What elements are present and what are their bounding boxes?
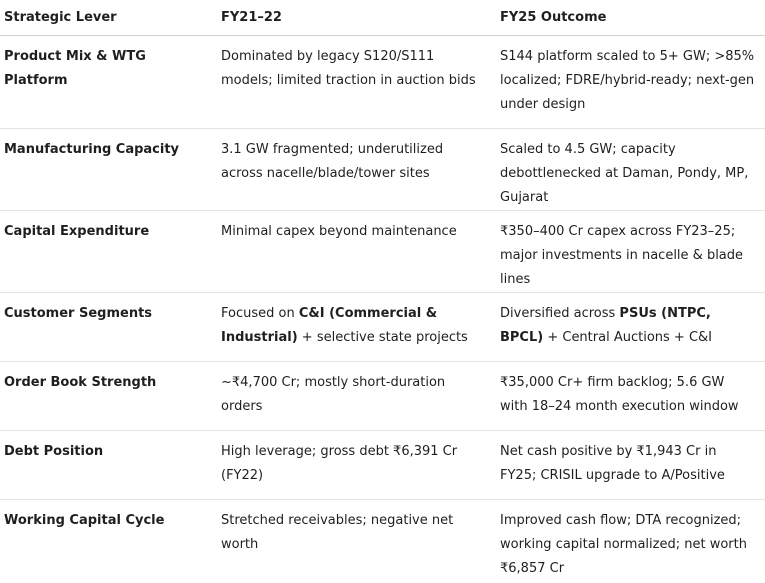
fy21-cell: High leverage; gross debt ₹6,391 Cr (FY22)	[217, 430, 496, 499]
table-row	[0, 35, 765, 128]
fy25-cell: ₹35,000 Cr+ firm backlog; 5.6 GW with 18–24 month execution window	[496, 361, 765, 430]
fy25-cell: S144 platform scaled to 5+ GW; >85% localized; FDRE/hybrid-ready; next-gen under design	[496, 35, 765, 128]
lever-cell: Working Capital Cycle	[4, 512, 165, 528]
lever-cell: Order Book Strength	[0, 361, 217, 430]
fy21-cell: Dominated by legacy S120/S111 models; limited traction in auction bids	[217, 35, 496, 128]
lever-cell: Manufacturing Capacity	[0, 128, 217, 210]
fy21-cell: ~₹4,700 Cr; mostly short-duration orders	[217, 361, 496, 430]
fy21-cell: Stretched receivables; negative net worth	[221, 512, 454, 552]
fy25-emphasis: PSUs (NTPC, BPCL)	[500, 305, 711, 345]
table-row	[0, 361, 765, 430]
table-row	[0, 430, 765, 499]
table-header	[0, 0, 765, 35]
header-strategic-lever: Strategic Lever	[0, 0, 217, 35]
fy21-cell: 3.1 GW fragmented; underutilized across nacelle/blade/tower sites	[217, 128, 496, 210]
header-fy25-outcome: FY25 Outcome	[496, 0, 765, 35]
fy25-cell: Net cash positive by ₹1,943 Cr in FY25; CRISIL upgrade to A/Positive	[496, 430, 765, 499]
fy21-cell	[217, 292, 496, 361]
fy25-text: Diversified across	[500, 305, 620, 321]
fy25-text: + Central Auctions + C&I	[543, 329, 712, 345]
header-fy21-22: FY21–22	[217, 0, 496, 35]
header-row	[0, 0, 765, 35]
fy21-emphasis: C&I (Commercial & Industrial)	[221, 305, 438, 345]
lever-cell: Product Mix & WTG Platform	[0, 35, 217, 128]
table-row	[0, 499, 765, 583]
table-row	[0, 128, 765, 210]
fy25-cell: Scaled to 4.5 GW; capacity debottlenecked at Daman, Pondy, MP, Gujarat	[496, 128, 765, 210]
fy25-cell	[496, 292, 765, 361]
fy21-cell: Minimal capex beyond maintenance	[217, 210, 496, 292]
table-row	[0, 292, 765, 361]
fy21-text: + selective state projects	[297, 329, 468, 345]
fy25-cell: ₹350–400 Cr capex across FY23–25; major investments in nacelle & blade lines	[496, 210, 765, 292]
table-row	[0, 210, 765, 292]
lever-cell: Customer Segments	[0, 292, 217, 361]
fy25-cell: Improved cash flow; DTA recognized; working capital normalized; net worth ₹6,857 Cr	[500, 512, 747, 576]
lever-cell: Debt Position	[0, 430, 217, 499]
fy21-text: Focused on	[221, 305, 299, 321]
lever-cell: Capital Expenditure	[0, 210, 217, 292]
